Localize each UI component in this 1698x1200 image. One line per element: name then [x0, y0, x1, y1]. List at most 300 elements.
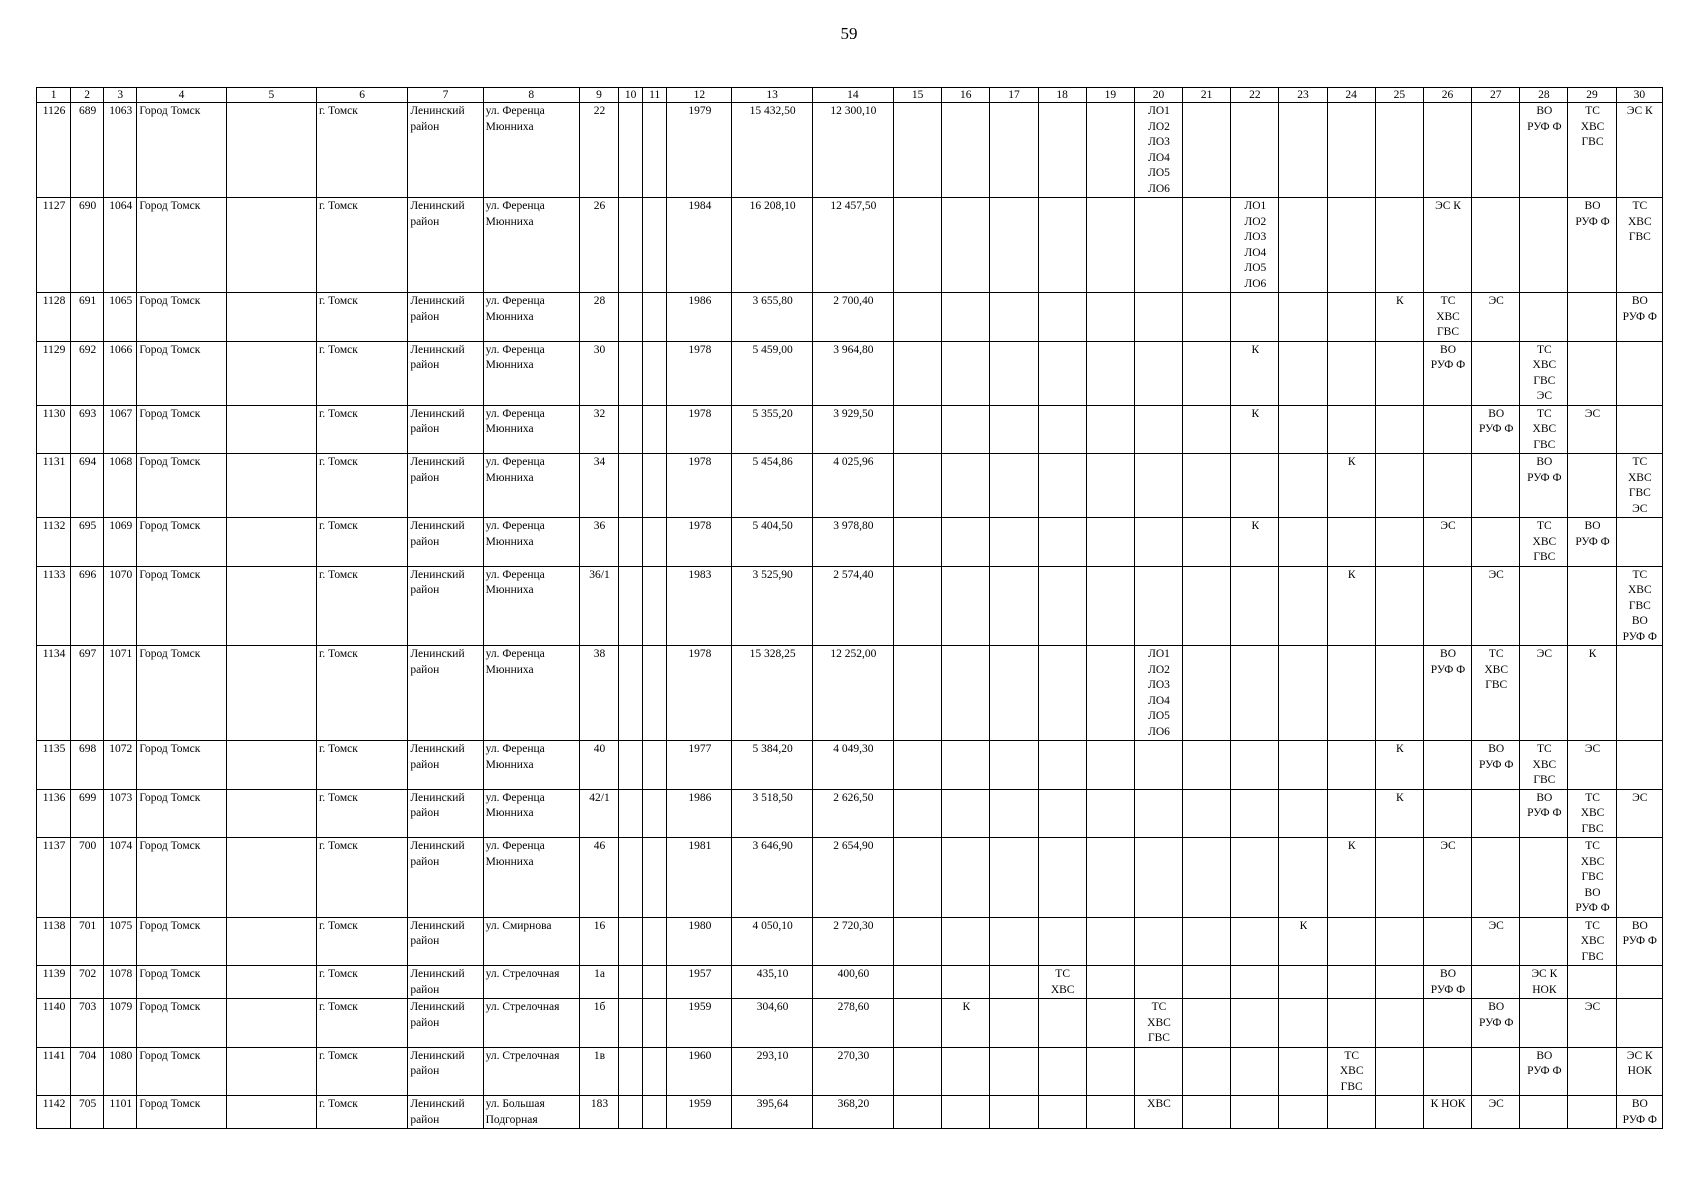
cell-col-24 [1327, 103, 1375, 198]
cell-col-28: ТС ХВС ГВС [1520, 405, 1568, 454]
cell-col-13: 5 404,50 [732, 518, 812, 567]
cell-col-7: Ленинский район [408, 917, 483, 966]
cell-col-2: 694 [71, 454, 104, 518]
cell-col-13: 5 459,00 [732, 341, 812, 405]
cell-col-25: К [1375, 789, 1423, 838]
cell-col-2: 691 [71, 293, 104, 342]
cell-col-5 [226, 999, 316, 1048]
cell-col-9: 32 [579, 405, 618, 454]
cell-col-6: г. Томск [317, 454, 408, 518]
cell-col-2: 699 [71, 789, 104, 838]
cell-col-30 [1616, 999, 1662, 1048]
cell-col-12: 1978 [667, 454, 732, 518]
cell-col-30 [1616, 741, 1662, 790]
cell-col-3: 1075 [104, 917, 137, 966]
cell-col-15 [894, 454, 942, 518]
cell-col-24: К [1327, 838, 1375, 918]
cell-col-6: г. Томск [317, 103, 408, 198]
cell-col-1: 1141 [37, 1047, 71, 1096]
cell-col-5 [226, 966, 316, 999]
cell-col-3: 1067 [104, 405, 137, 454]
cell-col-25 [1375, 917, 1423, 966]
cell-col-4: Город Томск [137, 838, 226, 918]
cell-col-21 [1183, 646, 1231, 741]
column-header-10: 10 [619, 88, 643, 103]
table-row [37, 1096, 1663, 1129]
cell-col-13: 435,10 [732, 966, 812, 999]
cell-col-3: 1078 [104, 966, 137, 999]
table-row [37, 341, 1663, 405]
cell-col-3: 1069 [104, 518, 137, 567]
cell-col-8: ул. Ференца Мюнниха [483, 566, 579, 646]
cell-col-12: 1983 [667, 566, 732, 646]
table-row [37, 838, 1663, 918]
column-header-3: 3 [104, 88, 137, 103]
cell-col-15 [894, 405, 942, 454]
cell-col-27 [1472, 789, 1520, 838]
cell-col-30: ЭС К НОК [1616, 1047, 1662, 1096]
cell-col-3: 1063 [104, 103, 137, 198]
cell-col-20 [1134, 454, 1182, 518]
cell-col-10 [619, 1047, 643, 1096]
cell-col-26: ВО РУФ Ф [1423, 966, 1471, 999]
cell-col-18 [1038, 198, 1086, 293]
column-header-11: 11 [643, 88, 667, 103]
cell-col-9: 46 [579, 838, 618, 918]
cell-col-3: 1074 [104, 838, 137, 918]
cell-col-21 [1183, 566, 1231, 646]
cell-col-19 [1086, 518, 1134, 567]
cell-col-7: Ленинский район [408, 1047, 483, 1096]
cell-col-2: 704 [71, 1047, 104, 1096]
cell-col-24: К [1327, 454, 1375, 518]
cell-col-13: 5 384,20 [732, 741, 812, 790]
cell-col-19 [1086, 789, 1134, 838]
cell-col-28: ТС ХВС ГВС ЭС [1520, 341, 1568, 405]
cell-col-11 [643, 341, 667, 405]
cell-col-5 [226, 917, 316, 966]
cell-col-16 [942, 917, 990, 966]
cell-col-7: Ленинский район [408, 838, 483, 918]
cell-col-3: 1080 [104, 1047, 137, 1096]
cell-col-11 [643, 518, 667, 567]
cell-col-23 [1279, 1047, 1327, 1096]
cell-col-5 [226, 566, 316, 646]
cell-col-29: ТС ХВС ГВС [1568, 789, 1616, 838]
cell-col-20 [1134, 1047, 1182, 1096]
cell-col-6: г. Томск [317, 198, 408, 293]
cell-col-27 [1472, 103, 1520, 198]
cell-col-18 [1038, 454, 1086, 518]
cell-col-7: Ленинский район [408, 293, 483, 342]
cell-col-19 [1086, 838, 1134, 918]
cell-col-11 [643, 646, 667, 741]
cell-col-1: 1139 [37, 966, 71, 999]
cell-col-1: 1134 [37, 646, 71, 741]
cell-col-9: 28 [579, 293, 618, 342]
cell-col-3: 1066 [104, 341, 137, 405]
cell-col-12: 1980 [667, 917, 732, 966]
cell-col-6: г. Томск [317, 838, 408, 918]
cell-col-11 [643, 789, 667, 838]
cell-col-12: 1960 [667, 1047, 732, 1096]
cell-col-12: 1978 [667, 646, 732, 741]
cell-col-12: 1959 [667, 999, 732, 1048]
cell-col-19 [1086, 646, 1134, 741]
cell-col-19 [1086, 1047, 1134, 1096]
cell-col-10 [619, 917, 643, 966]
cell-col-24 [1327, 293, 1375, 342]
cell-col-12: 1979 [667, 103, 732, 198]
cell-col-19 [1086, 293, 1134, 342]
cell-col-29 [1568, 1047, 1616, 1096]
cell-col-4: Город Томск [137, 103, 226, 198]
cell-col-21 [1183, 838, 1231, 918]
cell-col-29: ТС ХВС ГВС ВО РУФ Ф [1568, 838, 1616, 918]
cell-col-9: 1б [579, 999, 618, 1048]
cell-col-23 [1279, 293, 1327, 342]
cell-col-17 [990, 741, 1038, 790]
column-header-14: 14 [812, 88, 893, 103]
cell-col-18 [1038, 341, 1086, 405]
cell-col-7: Ленинский район [408, 518, 483, 567]
cell-col-30 [1616, 966, 1662, 999]
cell-col-8: ул. Ференца Мюнниха [483, 198, 579, 293]
cell-col-24 [1327, 789, 1375, 838]
cell-col-18 [1038, 917, 1086, 966]
cell-col-11 [643, 1096, 667, 1129]
cell-col-3: 1073 [104, 789, 137, 838]
cell-col-20 [1134, 198, 1182, 293]
cell-col-26: ЭС [1423, 838, 1471, 918]
cell-col-19 [1086, 103, 1134, 198]
cell-col-9: 22 [579, 103, 618, 198]
cell-col-13: 3 518,50 [732, 789, 812, 838]
cell-col-12: 1981 [667, 838, 732, 918]
cell-col-17 [990, 293, 1038, 342]
cell-col-8: ул. Смирнова [483, 917, 579, 966]
cell-col-27 [1472, 198, 1520, 293]
cell-col-10 [619, 198, 643, 293]
table-row [37, 566, 1663, 646]
cell-col-18 [1038, 789, 1086, 838]
cell-col-2: 703 [71, 999, 104, 1048]
column-header-24: 24 [1327, 88, 1375, 103]
cell-col-30 [1616, 341, 1662, 405]
column-header-26: 26 [1423, 88, 1471, 103]
cell-col-18 [1038, 518, 1086, 567]
cell-col-15 [894, 518, 942, 567]
cell-col-6: г. Томск [317, 518, 408, 567]
cell-col-26 [1423, 741, 1471, 790]
cell-col-2: 701 [71, 917, 104, 966]
cell-col-30: ВО РУФ Ф [1616, 917, 1662, 966]
cell-col-24 [1327, 646, 1375, 741]
cell-col-14: 2 720,30 [812, 917, 893, 966]
cell-col-21 [1183, 454, 1231, 518]
cell-col-8: ул. Ференца Мюнниха [483, 838, 579, 918]
cell-col-8: ул. Ференца Мюнниха [483, 518, 579, 567]
cell-col-2: 690 [71, 198, 104, 293]
cell-col-20 [1134, 838, 1182, 918]
cell-col-30 [1616, 646, 1662, 741]
cell-col-23 [1279, 198, 1327, 293]
cell-col-22 [1231, 917, 1279, 966]
cell-col-17 [990, 1047, 1038, 1096]
cell-col-27: ЭС [1472, 293, 1520, 342]
cell-col-23 [1279, 566, 1327, 646]
cell-col-4: Город Томск [137, 454, 226, 518]
cell-col-8: ул. Ференца Мюнниха [483, 405, 579, 454]
cell-col-27 [1472, 341, 1520, 405]
table-row [37, 1047, 1663, 1096]
cell-col-19 [1086, 741, 1134, 790]
cell-col-18 [1038, 293, 1086, 342]
cell-col-12: 1978 [667, 518, 732, 567]
cell-col-29: ТС ХВС ГВС [1568, 103, 1616, 198]
cell-col-16 [942, 198, 990, 293]
cell-col-27 [1472, 518, 1520, 567]
column-header-17: 17 [990, 88, 1038, 103]
cell-col-4: Город Томск [137, 789, 226, 838]
cell-col-8: ул. Ференца Мюнниха [483, 789, 579, 838]
table-row [37, 789, 1663, 838]
cell-col-22 [1231, 999, 1279, 1048]
column-header-7: 7 [408, 88, 483, 103]
cell-col-3: 1101 [104, 1096, 137, 1129]
cell-col-24 [1327, 341, 1375, 405]
cell-col-17 [990, 405, 1038, 454]
table-row [37, 999, 1663, 1048]
cell-col-28 [1520, 838, 1568, 918]
cell-col-10 [619, 293, 643, 342]
cell-col-15 [894, 917, 942, 966]
cell-col-20 [1134, 917, 1182, 966]
cell-col-17 [990, 518, 1038, 567]
cell-col-13: 5 454,86 [732, 454, 812, 518]
cell-col-14: 3 964,80 [812, 341, 893, 405]
cell-col-5 [226, 741, 316, 790]
cell-col-2: 693 [71, 405, 104, 454]
cell-col-25: К [1375, 293, 1423, 342]
cell-col-17 [990, 198, 1038, 293]
cell-col-4: Город Томск [137, 293, 226, 342]
cell-col-29 [1568, 966, 1616, 999]
cell-col-24: К [1327, 566, 1375, 646]
cell-col-19 [1086, 454, 1134, 518]
cell-col-26 [1423, 999, 1471, 1048]
cell-col-21 [1183, 293, 1231, 342]
cell-col-23 [1279, 103, 1327, 198]
cell-col-26: ВО РУФ Ф [1423, 341, 1471, 405]
cell-col-25 [1375, 999, 1423, 1048]
cell-col-16 [942, 293, 990, 342]
cell-col-22 [1231, 966, 1279, 999]
cell-col-20 [1134, 566, 1182, 646]
cell-col-5 [226, 454, 316, 518]
column-header-2: 2 [71, 88, 104, 103]
cell-col-23 [1279, 646, 1327, 741]
cell-col-27: ВО РУФ Ф [1472, 741, 1520, 790]
cell-col-14: 12 300,10 [812, 103, 893, 198]
cell-col-21 [1183, 999, 1231, 1048]
cell-col-18 [1038, 103, 1086, 198]
cell-col-18 [1038, 1047, 1086, 1096]
cell-col-7: Ленинский район [408, 1096, 483, 1129]
table-row [37, 405, 1663, 454]
cell-col-7: Ленинский район [408, 566, 483, 646]
cell-col-2: 689 [71, 103, 104, 198]
cell-col-25 [1375, 341, 1423, 405]
cell-col-12: 1959 [667, 1096, 732, 1129]
cell-col-22 [1231, 454, 1279, 518]
cell-col-27: ВО РУФ Ф [1472, 405, 1520, 454]
cell-col-26: ТС ХВС ГВС [1423, 293, 1471, 342]
cell-col-28: ЭС [1520, 646, 1568, 741]
cell-col-6: г. Томск [317, 741, 408, 790]
cell-col-26 [1423, 789, 1471, 838]
cell-col-4: Город Томск [137, 1096, 226, 1129]
cell-col-15 [894, 1096, 942, 1129]
cell-col-6: г. Томск [317, 1096, 408, 1129]
column-header-5: 5 [226, 88, 316, 103]
cell-col-21 [1183, 405, 1231, 454]
cell-col-28 [1520, 1096, 1568, 1129]
cell-col-1: 1133 [37, 566, 71, 646]
cell-col-22 [1231, 103, 1279, 198]
column-header-22: 22 [1231, 88, 1279, 103]
table-row [37, 917, 1663, 966]
cell-col-14: 4 025,96 [812, 454, 893, 518]
cell-col-25 [1375, 966, 1423, 999]
cell-col-21 [1183, 103, 1231, 198]
cell-col-1: 1127 [37, 198, 71, 293]
cell-col-30: ЭС К [1616, 103, 1662, 198]
cell-col-5 [226, 838, 316, 918]
column-header-30: 30 [1616, 88, 1662, 103]
cell-col-11 [643, 917, 667, 966]
cell-col-14: 3 929,50 [812, 405, 893, 454]
cell-col-13: 5 355,20 [732, 405, 812, 454]
cell-col-29: ЭС [1568, 405, 1616, 454]
cell-col-2: 697 [71, 646, 104, 741]
cell-col-10 [619, 838, 643, 918]
cell-col-16 [942, 566, 990, 646]
column-header-9: 9 [579, 88, 618, 103]
column-header-29: 29 [1568, 88, 1616, 103]
cell-col-16: К [942, 999, 990, 1048]
cell-col-9: 26 [579, 198, 618, 293]
cell-col-16 [942, 789, 990, 838]
column-header-15: 15 [894, 88, 942, 103]
cell-col-26: ЭС [1423, 518, 1471, 567]
cell-col-9: 38 [579, 646, 618, 741]
cell-col-10 [619, 741, 643, 790]
cell-col-23: К [1279, 917, 1327, 966]
cell-col-30: ВО РУФ Ф [1616, 293, 1662, 342]
cell-col-23 [1279, 966, 1327, 999]
cell-col-16 [942, 405, 990, 454]
cell-col-14: 278,60 [812, 999, 893, 1048]
cell-col-13: 4 050,10 [732, 917, 812, 966]
cell-col-27: ЭС [1472, 917, 1520, 966]
column-header-25: 25 [1375, 88, 1423, 103]
cell-col-22: К [1231, 341, 1279, 405]
cell-col-8: ул. Ференца Мюнниха [483, 293, 579, 342]
cell-col-29 [1568, 1096, 1616, 1129]
cell-col-20 [1134, 341, 1182, 405]
cell-col-18 [1038, 999, 1086, 1048]
cell-col-27: ТС ХВС ГВС [1472, 646, 1520, 741]
cell-col-2: 702 [71, 966, 104, 999]
cell-col-15 [894, 293, 942, 342]
cell-col-10 [619, 789, 643, 838]
cell-col-14: 3 978,80 [812, 518, 893, 567]
cell-col-22 [1231, 838, 1279, 918]
cell-col-1: 1142 [37, 1096, 71, 1129]
cell-col-26 [1423, 566, 1471, 646]
cell-col-9: 40 [579, 741, 618, 790]
cell-col-1: 1136 [37, 789, 71, 838]
column-header-21: 21 [1183, 88, 1231, 103]
cell-col-25 [1375, 405, 1423, 454]
cell-col-9: 16 [579, 917, 618, 966]
cell-col-5 [226, 293, 316, 342]
cell-col-14: 270,30 [812, 1047, 893, 1096]
cell-col-8: ул. Стрелочная [483, 999, 579, 1048]
column-header-13: 13 [732, 88, 812, 103]
cell-col-4: Город Томск [137, 646, 226, 741]
cell-col-9: 42/1 [579, 789, 618, 838]
cell-col-1: 1126 [37, 103, 71, 198]
cell-col-15 [894, 966, 942, 999]
cell-col-3: 1071 [104, 646, 137, 741]
cell-col-1: 1140 [37, 999, 71, 1048]
cell-col-16 [942, 1047, 990, 1096]
cell-col-8: ул. Ференца Мюнниха [483, 341, 579, 405]
cell-col-3: 1070 [104, 566, 137, 646]
cell-col-24 [1327, 1096, 1375, 1129]
cell-col-10 [619, 966, 643, 999]
cell-col-21 [1183, 917, 1231, 966]
cell-col-7: Ленинский район [408, 741, 483, 790]
cell-col-13: 16 208,10 [732, 198, 812, 293]
cell-col-10 [619, 341, 643, 405]
cell-col-12: 1986 [667, 789, 732, 838]
cell-col-20 [1134, 405, 1182, 454]
cell-col-5 [226, 341, 316, 405]
cell-col-29: К [1568, 646, 1616, 741]
cell-col-15 [894, 999, 942, 1048]
cell-col-15 [894, 838, 942, 918]
page-number: 59 [840, 24, 858, 43]
cell-col-26 [1423, 917, 1471, 966]
cell-col-16 [942, 966, 990, 999]
cell-col-4: Город Томск [137, 741, 226, 790]
cell-col-19 [1086, 566, 1134, 646]
cell-col-13: 15 432,50 [732, 103, 812, 198]
cell-col-3: 1064 [104, 198, 137, 293]
cell-col-15 [894, 646, 942, 741]
cell-col-15 [894, 1047, 942, 1096]
column-header-20: 20 [1134, 88, 1182, 103]
cell-col-7: Ленинский район [408, 966, 483, 999]
cell-col-16 [942, 518, 990, 567]
cell-col-11 [643, 1047, 667, 1096]
cell-col-27: ЭС [1472, 1096, 1520, 1129]
cell-col-3: 1068 [104, 454, 137, 518]
column-number-row [37, 88, 1663, 103]
